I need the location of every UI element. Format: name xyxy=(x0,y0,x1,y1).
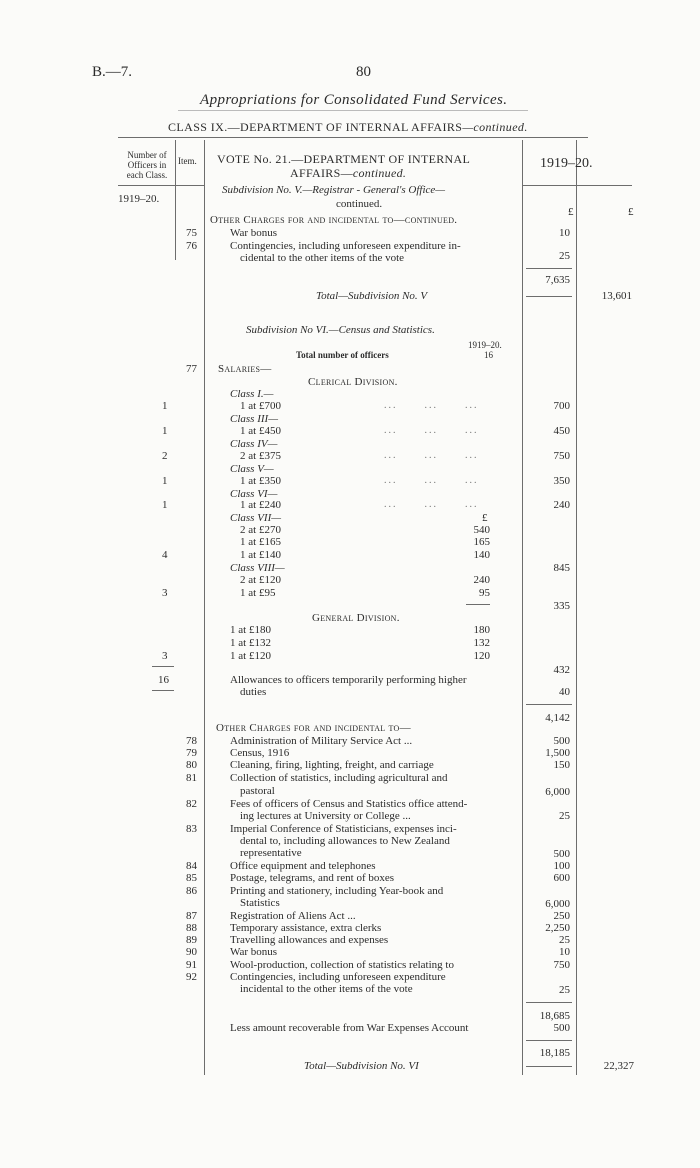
charge-description: Registration of Aliens Act ... xyxy=(230,910,356,922)
salary-line: 1 at £350 xyxy=(240,475,281,487)
leader-dots: ... ... ... xyxy=(384,450,479,461)
vote-heading-line1: VOTE No. 21.—DEPARTMENT OF INTERNAL xyxy=(217,152,471,166)
leader-dots: ... ... ... xyxy=(384,400,479,411)
amount: 600 xyxy=(553,872,570,884)
charge-description-cont: cidental to the other items of the vote xyxy=(240,252,405,264)
item-number: 78 xyxy=(186,735,197,747)
clerical-division-heading: Clerical Division. xyxy=(308,376,398,388)
charge-description: Imperial Conference of Statisticians, expenses inci- xyxy=(230,823,457,835)
officer-count: 1 xyxy=(162,425,168,437)
amount: 25 xyxy=(559,250,570,262)
salary-line: 1 at £180 xyxy=(230,624,271,636)
amount: 10 xyxy=(559,227,570,239)
allowances-line2: duties xyxy=(240,686,267,698)
charge-description-cont: incidental to the other items of the vote xyxy=(240,983,413,995)
amount: 25 xyxy=(559,984,570,996)
charge-description-cont: representative xyxy=(240,847,302,859)
amount: 750 xyxy=(553,450,570,462)
salary-line: 1 at £95 xyxy=(240,587,276,599)
item-number: 89 xyxy=(186,934,197,946)
item-number: 86 xyxy=(186,885,197,897)
net-amount: 18,185 xyxy=(539,1047,570,1059)
sub-amount: 132 xyxy=(473,637,490,649)
rule xyxy=(526,296,572,297)
sub-amount: 240 xyxy=(473,574,490,586)
salary-line: 1 at £120 xyxy=(230,650,271,662)
pound-sign: £ xyxy=(482,512,488,524)
salary-line: 1 at £240 xyxy=(240,499,281,511)
pound-sign: £ xyxy=(628,206,634,218)
item-number: 83 xyxy=(186,823,197,835)
charge-description-cont: Statistics xyxy=(240,897,280,909)
subdivision-v-heading: Subdivision No. V.—Registrar - General's Office— xyxy=(222,184,446,196)
charge-description: Postage, telegrams, and rent of boxes xyxy=(230,872,395,884)
rule xyxy=(526,1040,572,1041)
salary-line: 1 at £700 xyxy=(240,400,281,412)
amount: 350 xyxy=(553,475,570,487)
class-label: Class VII— xyxy=(230,512,282,524)
item-number: 75 xyxy=(186,227,197,239)
class-label: Class V— xyxy=(230,463,274,475)
item-number: 90 xyxy=(186,946,197,958)
amount: 40 xyxy=(559,686,570,698)
amount: 240 xyxy=(553,499,570,511)
leader-dots: ... ... ... xyxy=(384,425,479,436)
sub-amount: 95 xyxy=(479,587,490,599)
charge-description: Census, 1916 xyxy=(230,747,290,759)
item-number: 80 xyxy=(186,759,197,771)
less-label: Less amount recoverable from War Expenses Account xyxy=(230,1022,469,1034)
sub-amount: 165 xyxy=(473,536,490,548)
item-number: 85 xyxy=(186,872,197,884)
subtotal: 7,635 xyxy=(545,274,570,286)
charge-description: Temporary assistance, extra clerks xyxy=(230,922,382,934)
rule xyxy=(526,268,572,269)
sub-amount: 540 xyxy=(473,524,490,536)
amount: 845 xyxy=(553,562,570,574)
class-heading: CLASS IX.—DEPARTMENT OF INTERNAL AFFAIRS—continued. xyxy=(168,120,528,134)
class-label: Class IV— xyxy=(230,438,278,450)
amount: 432 xyxy=(553,664,570,676)
class-label: Class VIII— xyxy=(230,562,285,574)
charge-description: Collection of statistics, including agricultural and xyxy=(230,772,448,784)
rule xyxy=(118,137,588,138)
class-label: Class VI— xyxy=(230,488,278,500)
column-rule xyxy=(204,140,205,1075)
sub-amount: 120 xyxy=(473,650,490,662)
sub-amount: 140 xyxy=(473,549,490,561)
rule xyxy=(526,1002,572,1003)
subtotal: 18,685 xyxy=(539,1010,570,1022)
rule xyxy=(522,185,632,186)
rule xyxy=(466,604,490,605)
salary-line: 2 at £120 xyxy=(240,574,281,586)
charge-description: Office equipment and telephones xyxy=(230,860,376,872)
page-title: Appropriations for Consolidated Fund Services. xyxy=(200,92,508,108)
item-number: 92 xyxy=(186,971,197,983)
amount: 500 xyxy=(553,1022,570,1034)
officers-year-header: 1919–20. xyxy=(118,193,160,205)
amount: 150 xyxy=(553,759,570,771)
officer-count: 2 xyxy=(162,450,168,462)
rule xyxy=(526,704,572,705)
charge-description: Cleaning, firing, lighting, freight, and carriage xyxy=(230,759,434,771)
charge-description: Travelling allowances and expenses xyxy=(230,934,389,946)
general-division-heading: General Division. xyxy=(312,612,400,624)
charge-description-cont: dental to, including allowances to New Zealand xyxy=(240,835,450,847)
subdivision-v-continued: continued. xyxy=(336,198,383,210)
salary-line: 2 at £270 xyxy=(240,524,281,536)
amount: 25 xyxy=(559,934,570,946)
salary-line: 1 at £140 xyxy=(240,549,281,561)
amount: 500 xyxy=(553,848,570,860)
item-number: 82 xyxy=(186,798,197,810)
item-column-header: Item. xyxy=(178,156,197,166)
item-number: 88 xyxy=(186,922,197,934)
salaries-heading: Salaries— xyxy=(218,363,272,375)
salary-line: 1 at £165 xyxy=(240,536,281,548)
item-number: 84 xyxy=(186,860,197,872)
charge-description: Fees of officers of Census and Statistics office attend- xyxy=(230,798,468,810)
officers-count: 16 xyxy=(484,350,493,360)
officer-count: 1 xyxy=(162,475,168,487)
officers-year: 1919–20. xyxy=(468,340,502,350)
officers-column-header: Number of Officers in each Class. xyxy=(126,150,168,180)
amount: 250 xyxy=(553,910,570,922)
column-rule xyxy=(175,140,176,260)
amount: 450 xyxy=(553,425,570,437)
charge-description: Contingencies, including unforeseen expenditure xyxy=(230,971,446,983)
item-number: 76 xyxy=(186,240,197,252)
charge-description: War bonus xyxy=(230,227,278,239)
leader-dots: ... ... ... xyxy=(384,499,479,510)
amount: 10 xyxy=(559,946,570,958)
rule xyxy=(152,690,174,691)
officer-count: 4 xyxy=(162,549,168,561)
amount: 2,250 xyxy=(545,922,570,934)
rule xyxy=(118,185,204,186)
charge-description: Wool-production, collection of statistics relating to xyxy=(230,959,454,971)
salary-line: 1 at £450 xyxy=(240,425,281,437)
page-number: 80 xyxy=(356,64,371,80)
officer-count: 3 xyxy=(162,650,168,662)
column-rule xyxy=(522,140,523,1075)
officer-count: 1 xyxy=(162,499,168,511)
sub-amount: 180 xyxy=(473,624,490,636)
officer-count: 3 xyxy=(162,587,168,599)
column-rule xyxy=(576,140,577,1075)
amount: 6,000 xyxy=(545,898,570,910)
officers-label: Total number of officers xyxy=(296,350,389,360)
item-number: 91 xyxy=(186,959,197,971)
salary-line: 1 at £132 xyxy=(230,637,271,649)
item-number: 77 xyxy=(186,363,197,375)
subdivision-vi-heading: Subdivision No VI.—Census and Statistics. xyxy=(246,324,435,336)
item-number: 87 xyxy=(186,910,197,922)
salary-line: 2 at £375 xyxy=(240,450,281,462)
officer-count: 1 xyxy=(162,400,168,412)
total-amount: 13,601 xyxy=(601,290,632,302)
rule xyxy=(178,110,528,111)
rule xyxy=(526,1066,572,1067)
charge-description: Contingencies, including unforeseen expenditure in- xyxy=(230,240,461,252)
amount: 25 xyxy=(559,810,570,822)
allowances-line1: Allowances to officers temporarily performing higher xyxy=(230,674,467,686)
class-label: Class III— xyxy=(230,413,278,425)
other-charges-heading: Other Charges for and incidental to—continued. xyxy=(210,214,458,226)
pound-sign: £ xyxy=(568,206,574,218)
charge-description: War bonus xyxy=(230,946,278,958)
amount: 6,000 xyxy=(545,786,570,798)
charge-description-cont: pastoral xyxy=(240,785,275,797)
charge-description: Administration of Military Service Act ... xyxy=(230,735,413,747)
amount: 700 xyxy=(553,400,570,412)
amount: 750 xyxy=(553,959,570,971)
total-label: Total—Subdivision No. V xyxy=(316,290,428,302)
amount: 1,500 xyxy=(545,747,570,759)
amount: 100 xyxy=(553,860,570,872)
leader-dots: ... ... ... xyxy=(384,475,479,486)
other-charges-heading: Other Charges for and incidental to— xyxy=(216,722,411,734)
amount: 500 xyxy=(553,735,570,747)
officers-total: 16 xyxy=(158,674,169,686)
year-column-header: 1919–20. xyxy=(540,156,593,171)
subtotal: 4,142 xyxy=(545,712,570,724)
page-reference: B.—7. xyxy=(92,64,133,80)
class-label: Class I.— xyxy=(230,388,274,400)
item-number: 79 xyxy=(186,747,197,759)
charge-description: Printing and stationery, including Year-book and xyxy=(230,885,444,897)
rule xyxy=(152,666,174,667)
charge-description-cont: ing lectures at University or College ... xyxy=(240,810,411,822)
vote-heading-line2: AFFAIRS—continued. xyxy=(290,166,407,180)
amount: 335 xyxy=(553,600,570,612)
total-amount: 22,327 xyxy=(603,1060,634,1072)
total-label: Total—Subdivision No. VI xyxy=(304,1060,419,1072)
item-number: 81 xyxy=(186,772,197,784)
